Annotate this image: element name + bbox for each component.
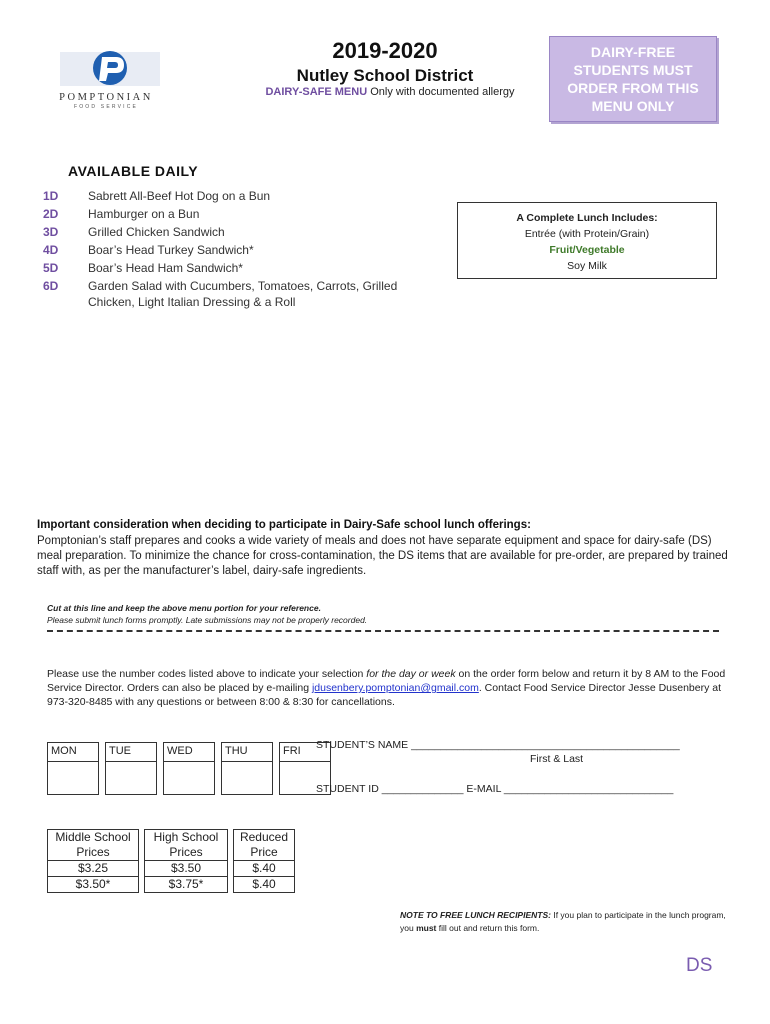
menu-code: 6D bbox=[43, 279, 59, 293]
price-cell: $.40 bbox=[234, 877, 295, 893]
logo-wordmark: POMPTONIAN bbox=[59, 92, 153, 103]
menu-item-text: Grilled Chicken Sandwich bbox=[88, 225, 225, 239]
price-cell: $.40 bbox=[234, 861, 295, 877]
menu-label: DAIRY-SAFE MENU bbox=[265, 86, 368, 98]
student-name-hint: First & Last bbox=[530, 753, 584, 765]
note-heading: NOTE TO FREE LUNCH RECIPIENTS: bbox=[400, 910, 551, 920]
price-header: High School Prices bbox=[145, 830, 228, 861]
form-code: DS bbox=[686, 955, 713, 976]
pomptonian-logo-icon bbox=[60, 48, 160, 90]
important-body: Pomptonian’s staff prepares and cooks a wide variety of meals and does not have separate equipment and space for dairy-safe (DS) meal preparation. To minimize the chance for cross-contamination, the DS items that are available for pre-order, are prepared by trained staff with, as per the manufacturer’s label, dairy-safe ingredients. bbox=[37, 535, 728, 577]
dairy-free-notice-box bbox=[549, 36, 717, 122]
instr-italic: for the day or week bbox=[366, 668, 456, 680]
menu-item-text: Sabrett All-Beef Hot Dog on a Bun bbox=[88, 189, 271, 203]
price-header: Middle School Prices bbox=[48, 830, 139, 861]
price-cell: $3.50 bbox=[145, 861, 228, 877]
available-daily-heading: AVAILABLE DAILY bbox=[68, 163, 199, 179]
menu-item bbox=[43, 260, 403, 276]
instr-text: on the order form below and return it by 8 AM to the Food Service Director. Orders can also be placed by e-mailing bbox=[47, 668, 726, 694]
day-header: TUE bbox=[106, 743, 157, 762]
day-header: FRI bbox=[280, 743, 331, 762]
notice-line: DAIRY-FREE bbox=[590, 44, 676, 60]
note-text: fill out and return this form. bbox=[436, 923, 540, 933]
email-link[interactable]: jdusenbery.pomptonian@gmail.com bbox=[311, 682, 479, 694]
menu-item bbox=[43, 278, 403, 310]
order-days-table bbox=[47, 742, 331, 795]
menu-item-text: Boar’s Head Ham Sandwich* bbox=[88, 261, 243, 275]
student-id-email-field[interactable]: STUDENT ID ______________ E-MAIL _____________________________ bbox=[316, 783, 674, 795]
complete-lunch-box bbox=[457, 202, 717, 279]
instr-text: Please use the number codes listed above to indicate your selection bbox=[47, 668, 367, 680]
menu-code: 4D bbox=[43, 243, 59, 257]
instr-text: . Contact Food Service Director Jesse Dusenbery at 973-320-8485 with any questions or between 8:00 & 8:30 for cancellations. bbox=[47, 682, 722, 708]
day-entry-field[interactable] bbox=[222, 762, 273, 795]
note-must: must bbox=[416, 923, 437, 933]
notice-line: STUDENTS MUST bbox=[573, 62, 693, 78]
menu-subtitle bbox=[250, 86, 530, 98]
menu-item bbox=[43, 242, 403, 258]
menu-code: 5D bbox=[43, 261, 59, 275]
menu-item bbox=[43, 188, 403, 204]
menu-item bbox=[43, 206, 403, 222]
menu-item-text: Garden Salad with Cucumbers, Tomatoes, Carrots, Grilled Chicken, Light Italian Dressing & a Roll bbox=[88, 279, 398, 309]
order-instructions bbox=[47, 667, 727, 709]
price-header: Reduced Price bbox=[234, 830, 295, 861]
notice-line: ORDER FROM THIS bbox=[567, 80, 699, 96]
price-cell: $3.25 bbox=[48, 861, 139, 877]
prices-table bbox=[47, 829, 295, 893]
notice-line: MENU ONLY bbox=[591, 98, 675, 114]
submit-notice: Please submit lunch forms promptly. Late submissions may not be properly recorded. bbox=[47, 615, 368, 625]
lunch-box-fruit: Fruit/Vegetable bbox=[549, 244, 625, 256]
cut-line bbox=[47, 630, 719, 632]
menu-code: 3D bbox=[43, 225, 59, 239]
day-entry-field[interactable] bbox=[164, 762, 215, 795]
important-heading: Important consideration when deciding to participate in Dairy-Safe school lunch offerings: bbox=[37, 519, 531, 531]
price-cell: $3.50* bbox=[48, 877, 139, 893]
day-entry-field[interactable] bbox=[106, 762, 157, 795]
free-lunch-note bbox=[400, 909, 730, 935]
school-year: 2019-2020 bbox=[332, 38, 438, 63]
student-name-field[interactable]: STUDENT’S NAME ______________________________________________ bbox=[316, 739, 680, 751]
day-header: THU bbox=[222, 743, 273, 762]
day-header: MON bbox=[48, 743, 99, 762]
lunch-box-milk: Soy Milk bbox=[567, 260, 607, 272]
day-entry-field[interactable] bbox=[48, 762, 99, 795]
menu-code: 1D bbox=[43, 189, 59, 203]
menu-note: Only with documented allergy bbox=[370, 86, 515, 98]
menu-item bbox=[43, 224, 403, 240]
district-title: Nutley School District bbox=[296, 66, 474, 85]
logo-subtitle: FOOD SERVICE bbox=[73, 104, 139, 110]
lunch-box-entree: Entrée (with Protein/Grain) bbox=[524, 228, 650, 240]
note-text: If you plan to participate in the lunch program, you bbox=[400, 910, 726, 933]
menu-code: 2D bbox=[43, 207, 59, 221]
menu-item-text: Hamburger on a Bun bbox=[88, 207, 200, 221]
menu-item-text: Boar’s Head Turkey Sandwich* bbox=[88, 243, 254, 257]
price-cell: $3.75* bbox=[145, 877, 228, 893]
cut-instruction: Cut at this line and keep the above menu portion for your reference. bbox=[47, 603, 321, 613]
menu-list bbox=[43, 188, 403, 312]
day-header: WED bbox=[164, 743, 215, 762]
lunch-box-heading: A Complete Lunch Includes: bbox=[516, 212, 658, 224]
